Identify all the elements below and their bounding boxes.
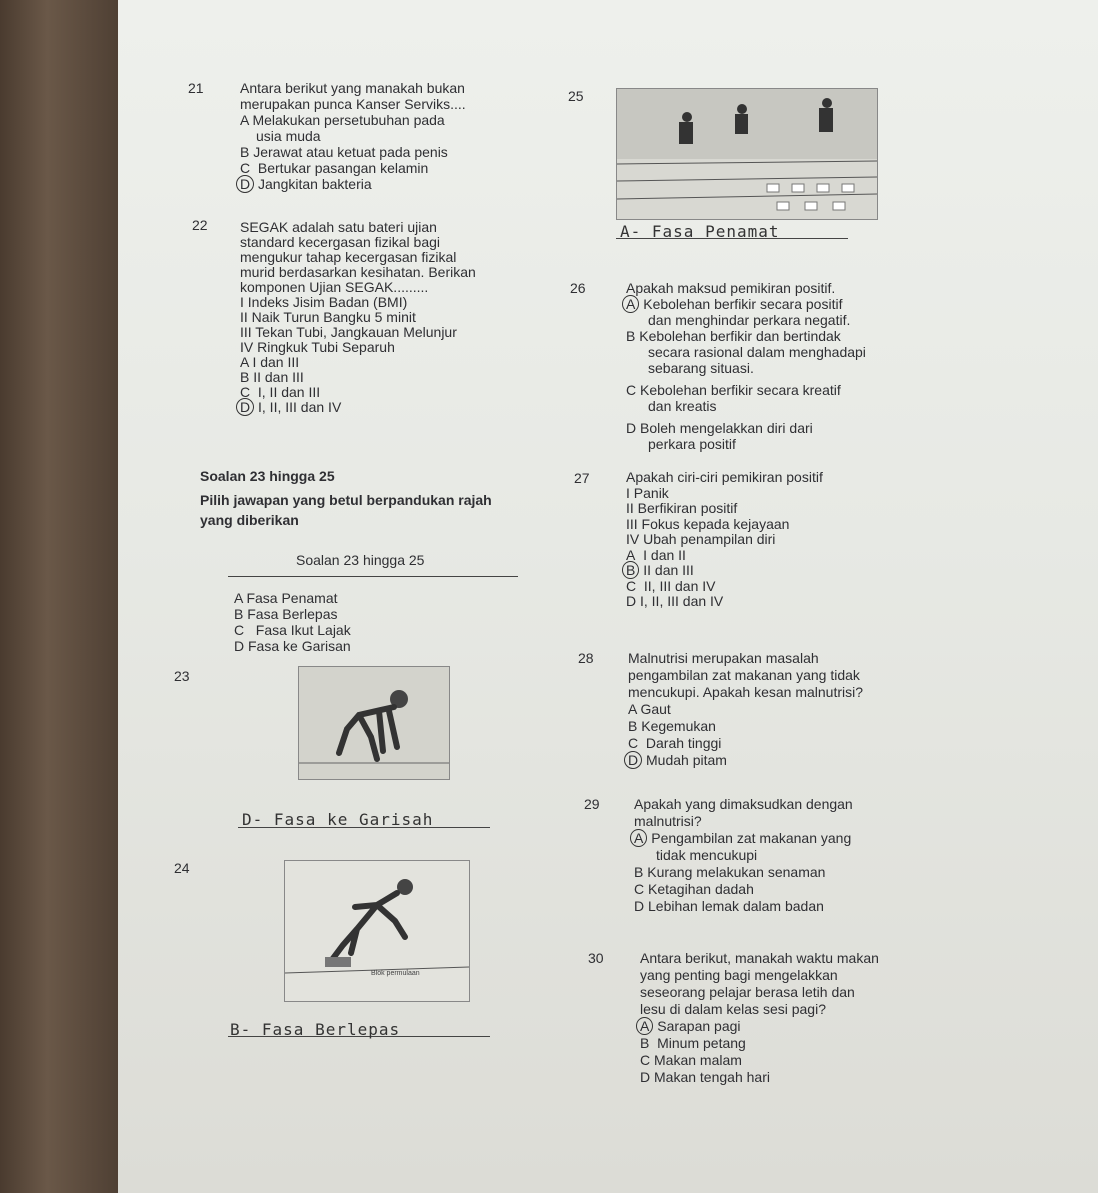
q22-stem-line: komponen Ujian SEGAK......... <box>240 279 429 295</box>
answer-circle-mark: A <box>630 829 647 847</box>
options-box-divider <box>228 576 518 577</box>
phase-option-a: A Fasa Penamat <box>234 590 338 606</box>
q30-block <box>640 950 1020 1086</box>
answer-circle-mark: D <box>236 398 254 416</box>
q22-option-a: A I dan III <box>240 354 300 370</box>
q28-option-a: A Gaut <box>628 701 671 717</box>
q27-option-d: D I, II, III dan IV <box>626 593 724 609</box>
q26-option-d: D Boleh mengelakkan diri dari <box>626 420 813 436</box>
q28-stem-line: mencukupi. Apakah kesan malnutrisi? <box>628 684 864 700</box>
q27-option-c <box>626 579 1006 595</box>
q28-option-d <box>628 752 1008 769</box>
worksheet-page <box>118 0 1098 1193</box>
q30-option-b-text: Minum petang <box>657 1035 746 1051</box>
q28-option-d-text: Mudah pitam <box>646 752 727 768</box>
answer-circle-mark: B <box>622 561 639 579</box>
q28-stem-line: Malnutrisi merupakan masalah <box>628 650 819 666</box>
answer-circle-mark: A <box>636 1017 653 1035</box>
q27-item: I Panik <box>626 484 669 501</box>
q23-number: 23 <box>174 668 190 684</box>
q26-option-c-cont: dan kreatis <box>648 398 717 414</box>
phase-option-d: D Fasa ke Garisan <box>234 638 351 654</box>
q26-option-b: B Kebolehan berfikir dan bertindak <box>626 328 841 344</box>
q21-option-d-text: Jangkitan bakteria <box>258 176 372 192</box>
q27-item: IV Ubah penampilan diri <box>626 531 776 547</box>
q30-option-b <box>640 1035 1020 1052</box>
q29-option-b: B Kurang melakukan senaman <box>634 864 826 880</box>
q27-option-a-text: I dan II <box>643 546 686 563</box>
q28-option-c-letter: C <box>628 735 639 751</box>
q22-option-b: B II dan III <box>240 369 304 385</box>
q21-stem-line: Antara berikut yang manakah bukan <box>240 80 465 96</box>
q26-option-b-cont: sebarang situasi. <box>648 360 754 376</box>
phase-option-c-text: Fasa Ikut Lajak <box>255 622 351 638</box>
q30-stem-line: seseorang pelajar berasa letih dan <box>640 984 855 1000</box>
q27-item: II Berfikiran positif <box>626 500 738 516</box>
q29-option-a-text: Pengambilan zat makanan yang <box>651 830 852 846</box>
q27-option-c-letter: C <box>626 577 637 594</box>
q29-option-a-cont: tidak mencukupi <box>656 847 758 863</box>
answer-circle-mark: A <box>622 295 639 313</box>
q29-number: 29 <box>584 796 600 812</box>
q26-stem: Apakah maksud pemikiran positif. <box>626 280 836 296</box>
q24-handwritten-answer: B- Fasa Berlepas <box>230 1020 401 1039</box>
q21-option-d <box>240 176 640 192</box>
q25-handwritten-answer: A- Fasa Penamat <box>620 222 780 241</box>
q26-option-c: C Kebolehan berfikir secara kreatif <box>626 382 841 398</box>
q22-option-c: C I, II dan III <box>240 384 321 400</box>
q28-stem-line: pengambilan zat makanan yang tidak <box>628 667 860 683</box>
q22-option-c-text: I, II dan III <box>257 384 321 400</box>
q27-option-b-text: II dan III <box>643 562 694 578</box>
phase-option-b: B Fasa Berlepas <box>234 606 338 622</box>
q21-option-a: A Melakukan persetubuhan pada <box>240 112 445 128</box>
phase-option-c: C Fasa Ikut Lajak <box>234 622 351 638</box>
q21-option-c-text: Bertukar pasangan kelamin <box>257 160 429 176</box>
q26-block <box>626 280 1026 452</box>
q22-block <box>240 220 630 415</box>
runners-finish-illustration <box>617 89 877 219</box>
q30-option-a <box>640 1018 1020 1035</box>
options-box-title: Soalan 23 hingga 25 <box>296 552 425 568</box>
q25-finish-race-image <box>616 88 878 220</box>
q29-block <box>634 796 1014 915</box>
q27-number: 27 <box>574 470 590 486</box>
q22-option-d-text: I, II, III dan IV <box>258 399 342 415</box>
q22-number: 22 <box>192 217 208 233</box>
q26-option-d-cont: perkara positif <box>648 436 736 452</box>
q28-block <box>628 650 1008 769</box>
q27-option-a <box>626 548 1006 564</box>
q28-option-c-text: Darah tinggi <box>645 735 722 751</box>
q29-option-c: C Ketagihan dadah <box>634 881 754 897</box>
q30-option-c: C Makan malam <box>640 1052 742 1068</box>
q27-option-a-letter: A <box>626 546 636 563</box>
q27-block <box>626 470 1006 610</box>
q29-stem-line: Apakah yang dimaksudkan dengan <box>634 796 853 812</box>
q30-number: 30 <box>588 950 604 966</box>
q22-stem-line: standard kecergasan fizikal bagi <box>240 234 441 250</box>
q30-stem-line: yang penting bagi mengelakkan <box>640 967 838 983</box>
q30-option-b-letter: B <box>640 1035 650 1051</box>
q21-number: 21 <box>188 80 204 96</box>
q29-option-a <box>634 830 1014 847</box>
q30-option-d: D Makan tengah hari <box>640 1069 770 1085</box>
q21-option-c: C Bertukar pasangan kelamin <box>240 160 429 176</box>
q22-item: IV Ringkuk Tubi Separuh <box>240 339 395 355</box>
q28-option-b: B Kegemukan <box>628 718 716 734</box>
q28-number: 28 <box>578 650 594 666</box>
section-title: Soalan 23 hingga 25 <box>200 468 335 484</box>
q22-option-d <box>240 400 630 415</box>
phase-options-list <box>234 590 351 654</box>
q26-number: 26 <box>570 280 586 296</box>
answer-circle-mark: D <box>236 175 254 193</box>
q23-crouch-start-image <box>298 666 450 780</box>
q29-stem-line: malnutrisi? <box>634 813 702 829</box>
q22-item: I Indeks Jisim Badan (BMI) <box>240 294 408 310</box>
q21-stem-line: merupakan punca Kanser Serviks.... <box>240 96 466 112</box>
start-block-caption: Blok permulaan <box>371 970 420 977</box>
q30-stem-line: lesu di dalam kelas sesi pagi? <box>640 1001 826 1017</box>
q30-option-a-text: Sarapan pagi <box>657 1018 741 1034</box>
answer-circle-mark: D <box>624 751 642 769</box>
q23-handwritten-answer: D- Fasa ke Garisah <box>242 810 434 829</box>
q29-option-d: D Lebihan lemak dalam badan <box>634 898 824 914</box>
section-instruction-cont: yang diberikan <box>200 512 299 528</box>
q22-item: II Naik Turun Bangku 5 minit <box>240 309 416 325</box>
wooden-background <box>0 0 118 1193</box>
q21-option-a-cont: usia muda <box>256 128 321 144</box>
q22-stem-line: murid berdasarkan kesihatan. Berikan <box>240 264 476 280</box>
q27-option-c-text: II, III dan IV <box>643 577 716 594</box>
q28-option-c <box>628 735 1008 752</box>
athlete-starting-block-illustration <box>285 861 469 1001</box>
q22-stem-line: SEGAK adalah satu bateri ujian <box>240 219 437 235</box>
q22-stem-line: mengukur tahap kecergasan fizikal <box>240 249 457 265</box>
q26-option-b-cont: secara rasional dalam menghadapi <box>648 344 866 360</box>
q27-item: III Fokus kepada kejayaan <box>626 515 790 532</box>
q22-item: III Tekan Tubi, Jangkauan Melunjur <box>240 324 457 340</box>
q26-option-a-cont: dan menghindar perkara negatif. <box>648 312 851 328</box>
q24-start-block-image <box>284 860 470 1002</box>
q30-stem-line: Antara berikut, manakah waktu makan <box>640 950 879 966</box>
q27-stem: Apakah ciri-ciri pemikiran positif <box>626 469 823 485</box>
q24-number: 24 <box>174 860 190 876</box>
section-instruction: Pilih jawapan yang betul berpandukan rajah <box>200 492 492 508</box>
athlete-crouch-illustration <box>299 667 449 779</box>
q27-option-b <box>626 563 1006 579</box>
q26-option-a-text: Kebolehan berfikir secara positif <box>643 296 843 312</box>
q25-number: 25 <box>568 88 584 104</box>
q21-option-b: B Jerawat atau ketuat pada penis <box>240 144 448 160</box>
q26-option-a <box>626 296 1026 312</box>
